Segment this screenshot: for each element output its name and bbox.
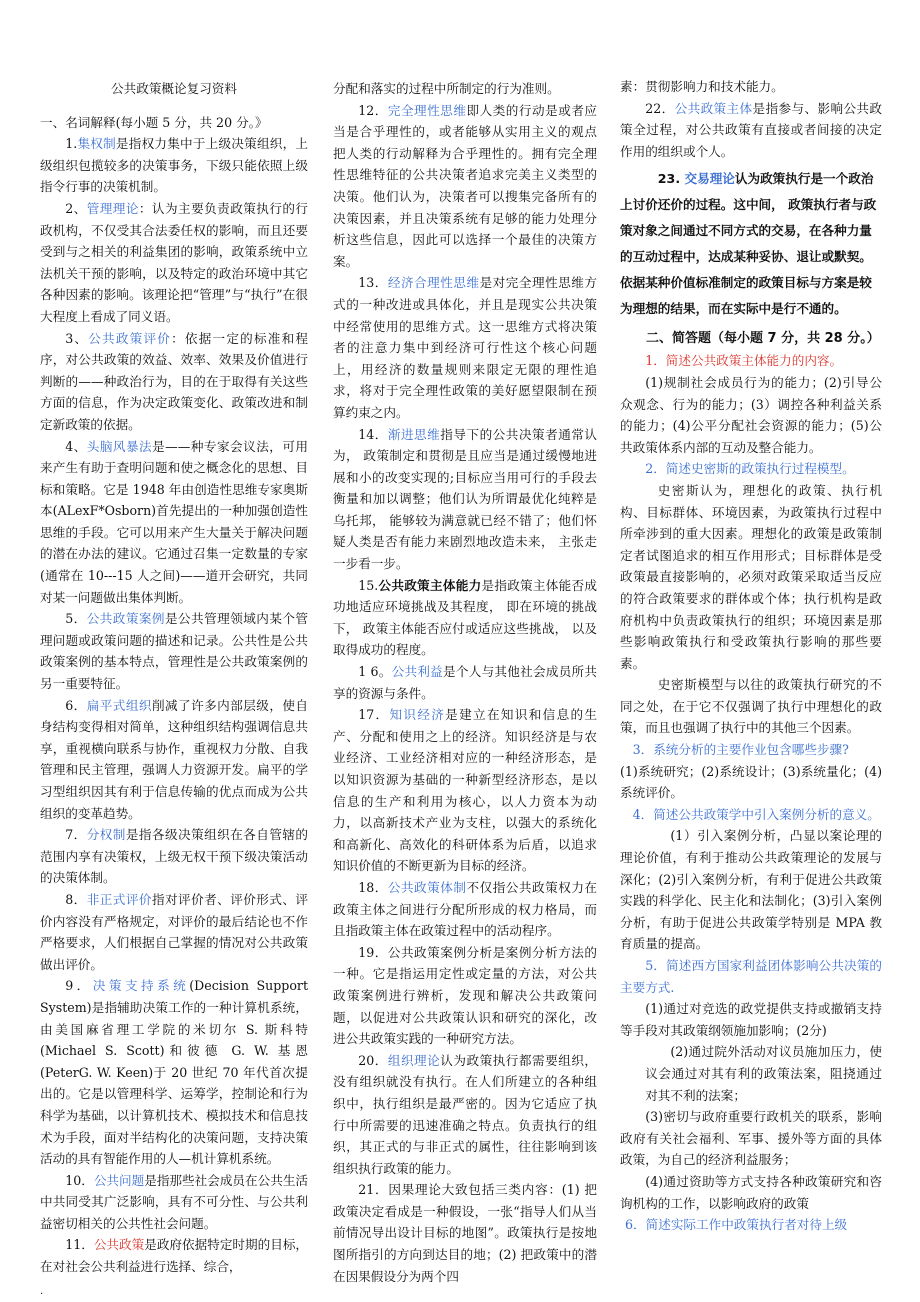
term-body: 是——种专家会议法，可用来产生有助于查明问题和使之概念化的思想、目标和策略。它是 1948 年由创造性思维专家奥斯本(ALexF*Osborn)首先提出的一种加强创造性思维的手段。它可以用来产生大量关于解决问题的潜在办法的建议。它通过召集一定数量的专家(通常在 10---15 人之间)——道开会研究，共同对某一问题做出集体判断。	[40, 438, 309, 605]
term-keyword: 集权制	[77, 136, 116, 152]
question-3: 3．系统分析的主要作业包含哪些步骤?	[632, 742, 849, 758]
term-number: 23.	[657, 171, 685, 187]
footer-mark: .	[40, 1286, 44, 1297]
term-body: 指对评价者、评价形式、评价内容没有严格规定，对评价的最后结论也不作严格要求，人们根据自己掌握的情况对公共政策做出评价。	[40, 891, 309, 972]
question-2: 2．简述史密斯的政策执行过程模型。	[645, 461, 855, 477]
term-body: (Decision Support System)是指辅助决策工作的一种计算机系统，由美国麻省理工学院的米切尔 S. 斯科特(Michael S. Scott)和彼德 G. W. 基恩(PeterG. W. Keen)于 20 世纪 70 年代首次提出的。它是以管理科学、运筹学，控制论和行为科学为基础，以计算机技术、模拟技术和信息技术为手段，面对半结构化的决策问题，支持决策活动的具有智能作用的人—机计算机系统。	[40, 978, 309, 1167]
term-body: 是政府依据特定时期的目标，在对社会公共利益进行选择、综合，	[40, 1237, 309, 1275]
term-keyword: 渐进思维	[387, 426, 441, 442]
question-5: 5．简述西方国家利益团体影响公共决策的主要方式.	[620, 958, 882, 995]
term-number: 14．	[358, 426, 388, 442]
term-number: 2、	[65, 200, 87, 216]
term-keyword: 分权制	[86, 827, 126, 843]
col1-items	[40, 133, 308, 1277]
term-keyword: 公共利益	[391, 664, 444, 680]
answer-2-part-2: 史密斯模型与以往的政策执行研究的不同之处，在于它不仅强调了执行中理想化的政策，而且也强调了执行中的其他三个因素。	[620, 677, 882, 736]
term-keyword: 交易理论	[684, 171, 735, 187]
term-keyword: 完全理性思维	[387, 102, 467, 118]
term-number: 19．	[358, 944, 388, 960]
term-keyword: 公共政策评价	[88, 330, 172, 346]
term-body: 是指权力集中于上级决策组织，上级组织包揽较多的决策事务，下级只能依照上级指令行事的决策机制。	[40, 136, 309, 195]
term-keyword: 知识经济	[389, 707, 446, 723]
term-keyword: 非正式评价	[86, 891, 152, 907]
term-entry	[333, 1179, 597, 1287]
term-body: 是指参与、影响公共政策全过程，对公共政策有直接或者间接的决定作用的组织或个人。	[620, 100, 883, 159]
term-keyword: 公共政策体制	[387, 879, 467, 895]
answer-1: (1)规制社会成员行为的能力；(2)引导公众观念、行为的能力；(3）调控各种利益关系的能力；(4)公平分配社会资源的能力；(5)公共政策体系内部的互动及整合能力。	[620, 374, 882, 455]
term-body: 是指政策主体能否成功地适应环境挑战及其程度， 即在环境的挑战下， 政策主体能否应付或适应这些挑战， 以及取得成功的程度。	[333, 577, 598, 658]
term-number: 5．	[65, 611, 87, 627]
term-body: 分配和落实的过程中所制定的行为准则。	[333, 81, 560, 96]
term-entry	[40, 975, 308, 1169]
term-body: 公共政策案例分析是案例分析方法的一种。它是指运用定性或定量的方法，对公共政策案例进行辨析，发现和解决公共政策问题，以促进对公共政策认识和研究的深化，改进公共政策实践的一种研究方法。	[333, 944, 598, 1047]
question-1: 1．简述公共政策主体能力的内容。	[645, 353, 843, 369]
term-number: 20．	[358, 1052, 388, 1068]
term-keyword: 经济合理性思维	[387, 275, 480, 291]
term-number: 1 6。	[358, 664, 392, 680]
term-23	[620, 166, 882, 322]
term-body: 是建立在知识和信息的生产、分配和使用之上的经济。知识经济是与农业经济、工业经济相对应的一种经济形态，是以知识资源为基础的一种新型经济形态，是以信息的生产和利用为核心，以人力资本为动力，以高新技术产业为支柱，以强大的系统化和高新化、高效化的科研体系为后盾，以追求知识价值的不断更新为目标的经济。	[333, 707, 598, 874]
term-keyword: 扁平式组织	[86, 697, 152, 713]
term-keyword: 管理理论	[86, 200, 139, 216]
answer-5-part-2: (2)通过院外活动对议员施加压力，使议会通过对其有利的政策法案，阻挠通过对其不利的法案；	[645, 1044, 882, 1103]
term-keyword: 决策支持系统	[92, 978, 190, 994]
term-number: 6．	[65, 697, 87, 713]
term-body: 因果理论大致包括三类内容：(1) 把政策决定看成是一种假设，一张“指导人们从当前情况导出设计目标的地图”。政策执行是按地图所指引的方向到达目的地；(2) 把政策中的潜在因果假设分为两个四	[333, 1182, 597, 1284]
question-6: 6．简述实际工作中政策执行者对待上级	[625, 1217, 848, 1233]
term-entry	[333, 78, 597, 100]
term-number: 18．	[358, 879, 388, 895]
term-entry	[333, 704, 597, 877]
term-21-tail: 素：贯彻影响力和技术能力。	[620, 79, 784, 94]
section-1-heading: 一、名词解释(每小题 5 分，共 20 分。》	[40, 114, 268, 130]
term-number: 11．	[65, 1237, 94, 1253]
term-number: 21．	[358, 1182, 389, 1198]
term-entry	[40, 1170, 308, 1235]
answer-4: (1）引入案例分析，凸显以案论理的理论价值，有利于推动公共政策理论的发展与深化；(2)引入案例分析，有利于促进公共政策实践的科学化、民主化和法制化；(3)引入案例分析，有助于促进公共政策学特别是 MPA 教育质量的提高。	[620, 828, 882, 952]
term-number: 13．	[358, 275, 388, 291]
term-entry	[40, 1234, 308, 1277]
term-entry	[333, 575, 597, 661]
term-keyword: 公共政策主体	[674, 100, 753, 116]
term-keyword: 组织理论	[387, 1052, 441, 1068]
term-number: 1.	[65, 136, 78, 152]
term-22	[620, 98, 882, 163]
term-number: 10．	[65, 1172, 94, 1188]
term-number: 17．	[358, 707, 390, 723]
answer-5-part-3: (3)密切与政府重要行政机关的联系，影响政府有关社会福利、军事、援外等方面的具体政策，为自己的经济利益服务；	[620, 1109, 882, 1168]
term-entry	[40, 328, 308, 436]
term-number: 22．	[645, 100, 675, 116]
term-keyword: 公共政策案例	[86, 611, 165, 627]
column-1	[40, 78, 308, 1278]
term-number: 7．	[65, 827, 87, 843]
column-2	[333, 78, 597, 1287]
term-keyword: 头脑风暴法	[86, 438, 153, 454]
term-body: 是个人与其他社会成员所共享的资源与条件。	[333, 664, 598, 701]
term-entry	[40, 133, 308, 198]
term-keyword: 公共问题	[93, 1172, 145, 1188]
term-body: 是指那些社会成员在公共生活中共同受其广泛影响，具有不可分性、与公共利益密切相关的公共性社会问题。	[40, 1172, 309, 1231]
column-3	[620, 76, 882, 1236]
term-keyword: 公共政策	[93, 1237, 145, 1253]
answer-5-part-4: (4)通过资助等方式支持各种政策研究和咨询机构的工作，以影响政府的政策	[620, 1173, 882, 1211]
term-body: 认为政策执行都需要组织，没有组织就没有执行。在人们所建立的各种组织中，执行组织是最严密的。因为它适应了执行中所需要的迅速准确之特点。负责执行的组织，其正式的与非正式的属性，往往影响到该组织执行政策的能力。	[333, 1052, 598, 1176]
term-entry	[333, 942, 597, 1050]
term-entry	[333, 877, 597, 942]
term-entry	[333, 1050, 597, 1180]
term-body: 是指各级决策组织在各自管辖的范围内享有决策权，上级无权干预下级决策活动的决策体制。	[40, 827, 309, 886]
term-body: 是对完全理性思维方式的一种改进或具体化，并且是现实公共决策中经常使用的思维方式。这一思维方式将决策者的注意力集中到经济可行性这个核心问题上，用经济的数量规则来限定无限的理性追求，将对于完全理性政策的美好愿望限制在预算约束之内。	[333, 275, 598, 420]
question-4: 4．简述公共政策学中引入案例分析的意义。	[632, 806, 880, 822]
term-body: 削减了许多内部层级，使自身结构变得相对简单，这种组织结构强调信息共享，重视横向联系与协作，重视权力分散、自我管理和民主管理，强调人力资源开发。扁平的学习型组织因其有利于信息传输的优点而成为公共组织的变革趋势。	[40, 697, 309, 821]
term-number: 15.	[358, 577, 379, 593]
term-entry	[40, 695, 308, 825]
answer-3: (1)系统研究；(2)系统设计；(3)系统量化；(4)系统评价。	[620, 763, 882, 801]
col2-items	[333, 78, 597, 1287]
term-entry	[40, 608, 308, 694]
term-entry	[40, 824, 308, 889]
term-entry	[333, 100, 597, 273]
term-entry	[40, 889, 308, 975]
term-body: 认为政策执行是一个政治上讨价还价的过程。这中间， 政策执行者与政策对象之间通过不同方式的交易，在各种力量的互动过程中，达成某种妥协、退让或默契。依据某种价值标准制定的政策目标与方案是较为理想的结果，而在实际中是行不通的。	[620, 171, 877, 317]
term-number: 12．	[358, 102, 388, 118]
answer-2-part-1: 史密斯认为，理想化的政策、执行机构、目标群体、环境因素，为政策执行过程中所牵涉到的重大因素。理想化的政策是政策制定者试图追求的相互作用形式；目标群体是受政策最直接影响的，必须对政策采取适当反应的符合政策要求的群体或个体；执行机构是政府机构中负责政策执行的组织；环境因素是那些影响政策执行和受政策执行影响的那些要素。	[620, 482, 882, 671]
page-title: 公共政策概论复习资料	[111, 81, 237, 96]
term-entry	[333, 272, 597, 423]
term-body: ：认为主要负责政策执行的行政机构，不仅受其合法委任权的影响，而且还要受到与之相关的利益集团的影响，政策系统中立法机关干预的影响，以及特定的政治环境中其它各种因素的影响。该理论把“管理”与“执行”在很大程度上看成了同义语。	[40, 200, 309, 324]
term-number: 9．	[65, 978, 93, 994]
term-keyword: 公共政策主体能力	[378, 577, 482, 593]
term-entry	[333, 424, 597, 575]
answer-5-part-1: (1)通过对竞选的政党提供支持或撤销支持等手段对其政策纲领施加影响；(2分)	[620, 1001, 882, 1038]
term-number: 4、	[65, 438, 87, 454]
term-number: 8．	[65, 891, 87, 907]
term-body: 即人类的行动是或者应当是合乎理性的，或者能够从实用主义的观点把人类的行动解释为合乎理性的。拥有完全理性思维特征的公共决策者追求完美主义类型的决策。他们认为，决策者可以搜集完备所有的决策因素，并且决策系统有足够的能力处理分析这些信息，因此可以选择一个最佳的决策方案。	[333, 102, 598, 269]
term-entry	[40, 436, 308, 609]
term-body: 指导下的公共决策者通常认为， 政策制定和贯彻是且应当是通过缓慢地进展和小的改变实现的;目标应当用可行的手段去衡量和加以调整；他们认为所谓最优化纯粹是乌托邦， 能够较为满意就已经不错了；他们怀疑人类是否有能力来剧烈地改造未来， 主张走一步看一步。	[333, 426, 598, 572]
term-number: 3、	[65, 330, 89, 346]
section-2-heading: 二、简答题（每小题 7 分，共 28 分。）	[646, 331, 880, 347]
term-entry	[333, 661, 597, 704]
term-body: 不仅指公共政策权力在政策主体之间进行分配所形成的权力格局，而且指政策主体在政策过程中的活动程序。	[333, 879, 598, 939]
term-entry	[40, 198, 308, 328]
term-body: ：依据一定的标准和程序，对公共政策的效益、效率、效果及价值进行判断的——种政治行为，目的在于取得有关这些方面的信息，作为决定政策变化、政策改进和制定新政策的依据。	[40, 330, 309, 432]
term-body: 是公共管理领域内某个管理问题或政策问题的描述和记录。公共性是公共政策案例的基本特点，管理性是公共政策案例的另一重要特征。	[40, 611, 309, 692]
